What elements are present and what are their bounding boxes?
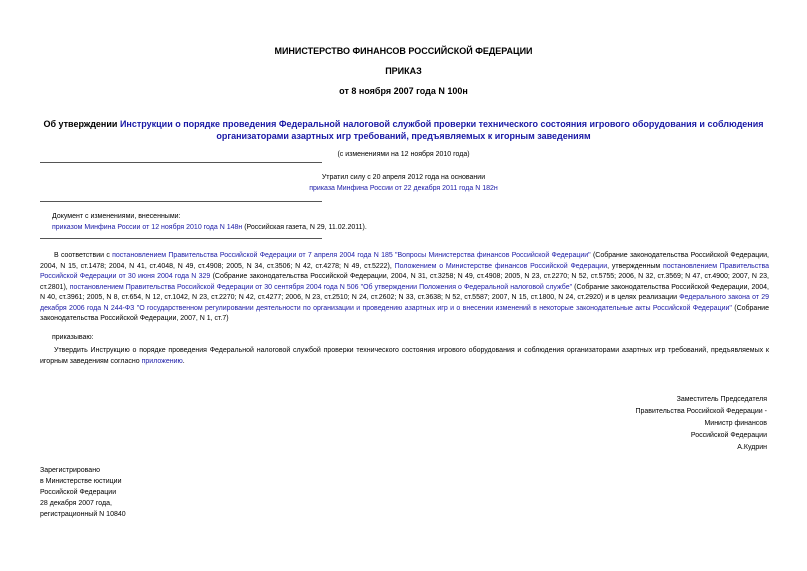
- signature-line: Министр финансов: [704, 420, 767, 427]
- order-word: приказываю:: [52, 334, 94, 341]
- changes-doc-line: [52, 223, 772, 234]
- preamble-text: В соответствии с: [54, 252, 113, 259]
- ministry-heading: МИНИСТЕРСТВО ФИНАНСОВ РОССИЙСКОЙ ФЕДЕРАЦИИ: [274, 46, 533, 56]
- signature-name: А.Кудрин: [737, 444, 767, 451]
- decree-185-link[interactable]: постановлением Правительства Российской Федерации от 7 апреля 2004 года N 185 "Вопросы Министерства финансов Российской Федерации": [112, 252, 591, 259]
- title-instruction-link[interactable]: Инструкции о порядке проведения Федеральной налоговой службой проверки технического состояния игрового оборудования и соблюдения организаторами азартных игр требований, предъявляемых к игорным заведениям: [119, 119, 764, 141]
- registration-line: регистрационный N 10840: [40, 511, 126, 518]
- divider: [40, 238, 322, 239]
- preamble-paragraph: [40, 251, 769, 325]
- order-text: .: [182, 357, 185, 365]
- preamble-text: (Собрание законодательства Российской Федерации, 2007, N 1, ст.7): [40, 304, 769, 322]
- preamble-text: , утвержденным: [607, 262, 664, 270]
- signature-line: Российской Федерации: [690, 432, 767, 439]
- signature-block: [507, 394, 767, 454]
- appendix-link[interactable]: приложению: [141, 357, 183, 365]
- document-title: [40, 118, 767, 142]
- date-number-heading: от 8 ноября 2007 года N 100н: [339, 86, 468, 96]
- federal-law-244-link[interactable]: Федерального закона от 29 декабря 2006 года N 244-ФЗ "О государственном регулировании деятельности по организации и проведению азартных игр и о внесении изменений в некоторые законодательные акты Российской Федерации": [40, 294, 769, 312]
- registration-block: [40, 465, 240, 520]
- order-text: Утвердить Инструкцию о порядке проведения Федеральной налоговой службой проверки технического состояния игрового оборудования и соблюдения организаторами азартных игр требований, предъявляемых к игорным заведениям согласно: [40, 347, 769, 365]
- decree-329-link[interactable]: постановлением Правительства Российской Федерации от 30 июня 2004 года N 329: [40, 262, 770, 280]
- registration-line: 28 декабря 2007 года,: [40, 500, 112, 507]
- divider: [40, 201, 322, 202]
- signature-line: Правительства Российской Федерации -: [635, 408, 767, 415]
- registration-line: Российской Федерации: [40, 489, 117, 496]
- preamble-text: (Собрание законодательства Российской Федерации, 2004, N 15, ст.1478; 2004, N 41, ст.4048, N 49, ст.4908; 2005, N 34, ст.3506; N 42, ст.4278; N 49, ст.5222),: [40, 252, 769, 270]
- order-paragraph: [40, 346, 769, 367]
- amendment-note: (с изменениями на 12 ноября 2010 года): [337, 151, 470, 158]
- lost-force-text: Утратил силу с 20 апреля 2012 года на основании: [321, 174, 486, 181]
- changes-doc-link[interactable]: приказом Минфина России от 12 ноября 2010 года N 148н: [52, 224, 243, 231]
- lost-force-link[interactable]: приказа Минфина России от 22 декабря 2011 года N 182н: [309, 185, 498, 192]
- preamble-text: (Собрание законодательства Российской Федерации, 2004, N 31, ст.3258; N 49, ст.4908; 2005, N 23, ст.2270; N 52, ст.5755; 2006, N 32, ст.3569; N 47, ст.4900; 2007, N 23, ст.2801),: [40, 273, 769, 291]
- changes-doc-label: Документ с изменениями, внесенными:: [52, 213, 181, 220]
- doc-type-heading: ПРИКАЗ: [385, 66, 422, 76]
- changes-doc-rest: (Российская газета, N 29, 11.02.2011).: [242, 224, 367, 231]
- preamble-text: (Собрание законодательства Российской Федерации, 2004, N 40, ст.3961; 2005, N 8, ст.654, N 12, ст.1042, N 23, ст.2270; N 42, ст.4277; 2006, N 23, ст.2510; N 24, ст.2602; N 33, ст.3638; N 52, ст.5587; 2007, N 15, ст.1800, N 24, ст.2920) и в целях реализации: [40, 283, 769, 301]
- signature-line: Заместитель Председателя: [676, 396, 767, 403]
- decree-506-link[interactable]: постановлением Правительства Российской Федерации от 30 сентября 2004 года N 506 "Об утверждении Положения о Федеральной налоговой службе": [69, 283, 573, 291]
- divider: [40, 162, 322, 163]
- title-prefix: Об утверждении: [43, 119, 120, 129]
- registration-line: в Министерстве юстиции: [40, 478, 122, 485]
- ministry-regulation-link[interactable]: Положением о Министерстве финансов Российской Федерации: [394, 262, 608, 270]
- registration-line: Зарегистрировано: [40, 467, 100, 474]
